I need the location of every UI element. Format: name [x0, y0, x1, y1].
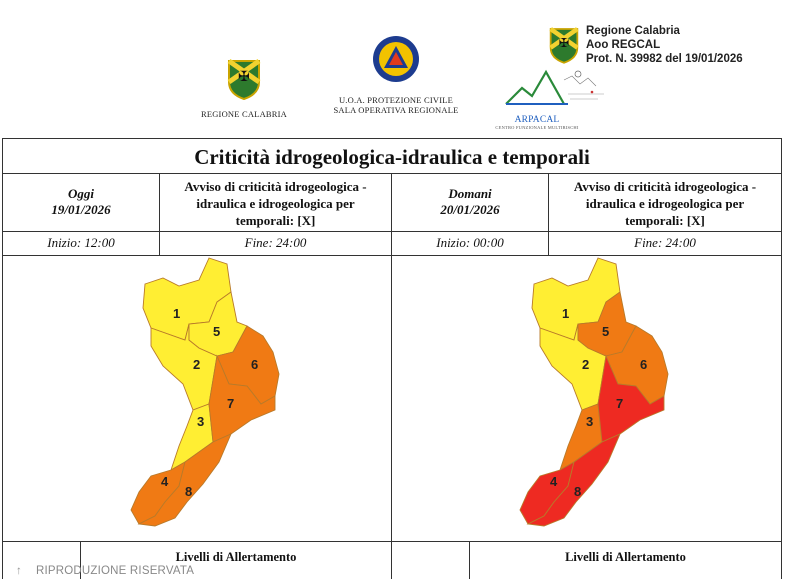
left-day-date: 19/01/2026	[51, 202, 111, 217]
svg-text:✠: ✠	[558, 34, 570, 50]
arpacal-subcaption: CENTRO FUNZIONALE MULTIRISCHI	[495, 125, 579, 130]
regione-calabria-crest-icon	[226, 58, 262, 100]
regione-calabria-caption: REGIONE CALABRIA	[200, 109, 288, 119]
arpacal-caption: ARPACAL	[514, 115, 560, 125]
map-tomorrow	[392, 256, 781, 541]
svg-text:✠: ✠	[238, 69, 250, 85]
header-logos	[0, 0, 807, 136]
protezione-civile-logo	[332, 34, 460, 115]
protocol-line-1: Regione Calabria	[586, 25, 680, 37]
protezione-civile-emblem-icon	[371, 34, 421, 84]
maps-area	[3, 256, 781, 541]
right-end-time: Fine: 24:00	[549, 232, 781, 256]
right-day-cell	[392, 174, 549, 232]
zone-7-label: 7	[227, 396, 235, 411]
up-arrow-icon: ↑	[16, 565, 22, 577]
zone-1-label: 1	[562, 306, 570, 321]
protocol-line-2: Aoo REGCAL	[586, 39, 661, 51]
right-notice-cell: Avviso di criticità idrogeologica - idraulica e idrogeologica per temporali: [X]	[549, 174, 781, 232]
right-day-date: 20/01/2026	[440, 202, 500, 217]
left-day-cell	[3, 174, 160, 232]
zone-3-label: 3	[197, 414, 205, 429]
document-title: Criticità idrogeologica-idraulica e temporali	[3, 139, 781, 174]
copyright-text: RIPRODUZIONE RISERVATA	[35, 565, 195, 577]
zone-6-label: 6	[251, 357, 259, 372]
protezione-civile-caption-1: U.O.A. PROTEZIONE CIVILE	[338, 95, 454, 105]
zone-5-label: 5	[213, 324, 221, 339]
levels-left-label: Livelli di Allertamento	[81, 541, 392, 579]
levels-right-blank	[392, 541, 470, 579]
zone-7-label: 7	[616, 396, 624, 411]
right-start-time: Inizio: 00:00	[392, 232, 549, 256]
zone-4-label: 4	[161, 474, 169, 489]
copyright-note	[16, 565, 194, 577]
protocol-crest-icon	[548, 26, 580, 64]
left-day-label: Oggi	[68, 186, 94, 201]
left-notice-cell: Avviso di criticità idrogeologica - idraulica e idrogeologica per temporali: [X]	[160, 174, 392, 232]
left-end-time: Fine: 24:00	[160, 232, 392, 256]
zone-6-label: 6	[640, 357, 648, 372]
regione-calabria-logo	[198, 58, 290, 119]
zone-3-label: 3	[586, 414, 594, 429]
zone-2-label: 2	[582, 357, 590, 372]
protezione-civile-caption-2: SALA OPERATIVA REGIONALE	[333, 105, 459, 115]
zone-4-label: 4	[550, 474, 558, 489]
zone-2-label: 2	[193, 357, 201, 372]
alert-document	[2, 138, 782, 579]
levels-right-label: Livelli di Allertamento	[470, 541, 781, 579]
calabria-map-today	[3, 256, 392, 541]
map-today	[3, 256, 392, 541]
zone-8-label: 8	[185, 484, 193, 499]
left-start-time: Inizio: 12:00	[3, 232, 160, 256]
right-day-label: Domani	[448, 186, 492, 201]
protocol-stamp	[548, 24, 743, 66]
zone-1-label: 1	[173, 306, 181, 321]
zone-5-label: 5	[602, 324, 610, 339]
protocol-line-3: Prot. N. 39982 del 19/01/2026	[586, 53, 743, 65]
calabria-map-tomorrow	[392, 256, 781, 541]
signature-scribble-icon	[558, 66, 608, 106]
zone-8-label: 8	[574, 484, 582, 499]
